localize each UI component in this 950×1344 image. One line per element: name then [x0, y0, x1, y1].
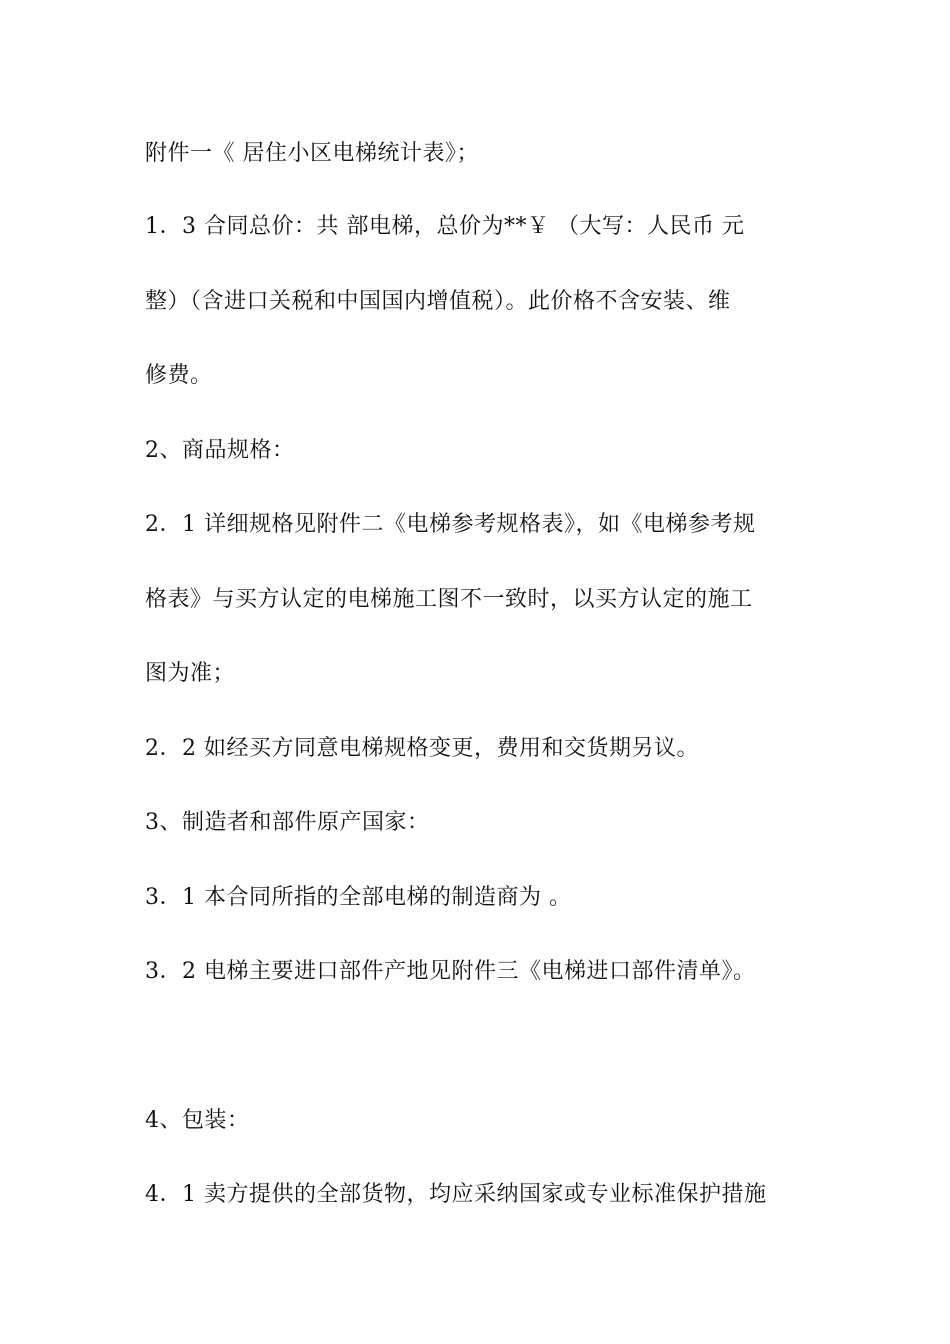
- text-line-6: 2．1 详细规格见附件二《电梯参考规格表》，如《电梯参考规: [145, 512, 756, 537]
- text-line-1: 附件一《 居住小区电梯统计表》；: [145, 141, 479, 166]
- text-line-10: 3、制造者和部件原产国家：: [145, 810, 430, 835]
- text-line-3: 整）（含进口关税和中国国内增值税）。此价格不含安装、维: [145, 289, 731, 314]
- text-line-7: 格表》与买方认定的电梯施工图不一致时，以买方认定的施工: [145, 587, 753, 612]
- text-line-12: 3．2 电梯主要进口部件产地见附件三《电梯进口部件清单》。: [145, 959, 756, 984]
- text-line-9: 2．2 如经买方同意电梯规格变更，费用和交货期另议。: [145, 736, 699, 761]
- text-line-8: 图为准；: [145, 661, 236, 686]
- text-line-5: 2、商品规格：: [145, 438, 295, 463]
- text-line-13: 4、包装：: [145, 1108, 250, 1133]
- text-line-14: 4．1 卖方提供的全部货物，均应采纳国家或专业标准保护措施: [145, 1182, 767, 1207]
- text-line-11: 3．1 本合同所指的全部电梯的制造商为 。: [145, 885, 572, 910]
- text-line-2: 1．3 合同总价：共 部电梯，总价为**￥ （大写：人民币 元: [145, 214, 745, 239]
- text-line-4: 修费。: [145, 363, 213, 388]
